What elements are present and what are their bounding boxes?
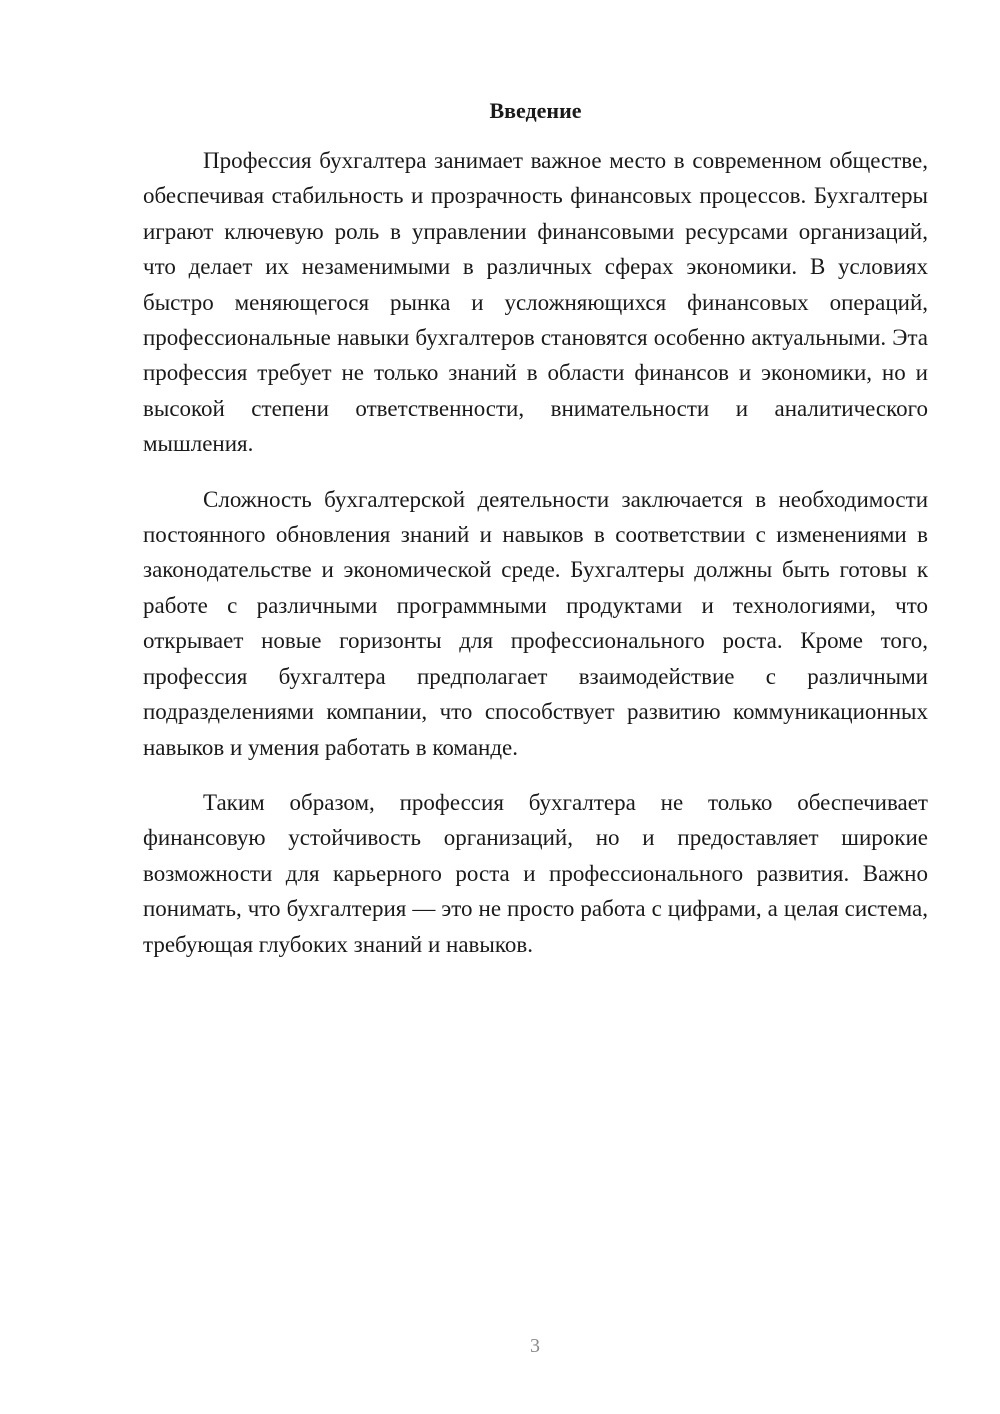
paragraph-1: Профессия бухгалтера занимает важное место в современном обществе, обеспечивая стабильность и прозрачность финансовых процессов. Бухгалтеры играют ключевую роль в управлении финансовыми ресурсами организаций, что делает их незаменимыми в различных сферах экономики. В условиях быстро меняющегося рынка и усложняющихся финансовых операций, профессиональные навыки бухгалтеров становятся особенно актуальными. Эта профессия требует не только знаний в области финансов и экономики, но и высокой степени ответственности, внимательности и аналитического мышления. — [143, 148, 928, 457]
body-text — [143, 143, 928, 982]
page-number: 3 — [530, 1335, 540, 1357]
paragraph-3: Таким образом, профессия бухгалтера не только обеспечивает финансовую устойчивость организаций, но и предоставляет широкие возможности для карьерного роста и профессионального развития. Важно понимать, что бухгалтерия — это не просто работа с цифрами, а целая система, требующая глубоких знаний и навыков. — [143, 789, 928, 957]
section-heading: Введение — [489, 98, 582, 123]
paragraph-2: Сложность бухгалтерской деятельности заключается в необходимости постоянного обновления знаний и навыков в соответствии с изменениями в законодательстве и экономической среде. Бухгалтеры должны быть готовы к работе с различными программными продуктами и технологиями, что открывает новые горизонты для профессионального роста. Кроме того, профессия бухгалтера предполагает взаимодействие с различными подразделениями компании, что способствует развитию коммуникационных навыков и умения работать в команде. — [143, 486, 928, 760]
